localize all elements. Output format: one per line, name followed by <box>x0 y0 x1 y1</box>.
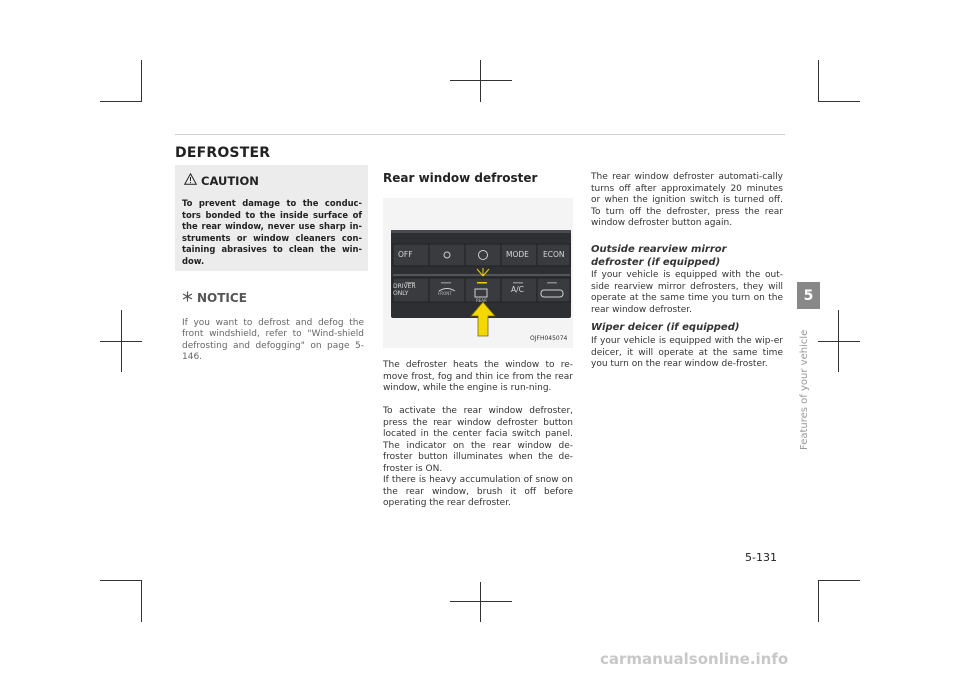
caution-text: To prevent damage to the conduc-tors bonded to the inside surface of the rear window, never use sharp in-struments or window cleaners con-taining abrasives to clean the win-dow. <box>182 198 362 266</box>
panel-label-mode: MODE <box>506 250 529 259</box>
notice-heading <box>182 291 247 305</box>
photo-code: OJFH045074 <box>530 335 568 342</box>
climate-panel-photo <box>383 198 573 348</box>
wiper-deicer-title: Wiper deicer (if equipped) <box>591 322 740 333</box>
panel-label-off: OFF <box>398 250 413 259</box>
rear-defroster-para3: If there is heavy accumulation of snow on the rear window, brush it off before operating the rear defroster. <box>383 475 573 508</box>
outside-mirror-defroster-text: If your vehicle is equipped with the out-side rearview mirror defrosters, they will operate at the same time you turn on the rear window defroster. <box>591 270 783 315</box>
section-title: DEFROSTER <box>175 145 271 161</box>
panel-label-ac: A/C <box>511 285 524 294</box>
wiper-deicer-text: If your vehicle is equipped with the wip-er deicer, it will operate at the same time you turn on the rear window de-froster. <box>591 336 783 369</box>
outside-mirror-defroster-title: Outside rearview mirror defroster (if equipped) <box>591 244 727 268</box>
panel-label-driver-only: DRIVER ONLY <box>393 283 416 297</box>
watermark: carmanualsonline.info <box>600 650 789 668</box>
panel-label-rear: REAR <box>476 298 487 303</box>
rear-defroster-para1: The defroster heats the window to re-move frost, fog and thin ice from the rear window, while the engine is run-ning. <box>383 360 573 393</box>
panel-label-front: FRONT <box>438 291 452 296</box>
auto-off-para: The rear window defroster automati-cally turns off after approximately 20 minutes or when the ignition switch is turned off. To turn off the defroster, press the rear window defroster button again. <box>591 172 783 228</box>
chapter-tab: 5 <box>797 282 820 309</box>
notice-label: NOTICE <box>197 291 247 305</box>
header-rule <box>175 134 785 135</box>
warning-triangle-icon <box>184 173 197 188</box>
notice-text: If you want to defrost and defog the front windshield, refer to "Wind-shield defrosting and defogging" on page 5-146. <box>182 318 364 363</box>
caution-label: CAUTION <box>201 173 259 188</box>
panel-label-econ: ECON <box>543 250 565 259</box>
caution-heading <box>184 173 259 188</box>
rear-defroster-para2: To activate the rear window defroster, press the rear window defroster button located in the center facia switch panel. The indicator on the rear window de-froster button illuminates when the de-froster is ON. <box>383 406 573 474</box>
snowflake-icon <box>182 291 193 305</box>
chapter-title: Features of your vehicle <box>799 329 810 450</box>
page-number: 5-131 <box>745 551 777 564</box>
rear-window-defroster-title: Rear window defroster <box>383 171 538 185</box>
